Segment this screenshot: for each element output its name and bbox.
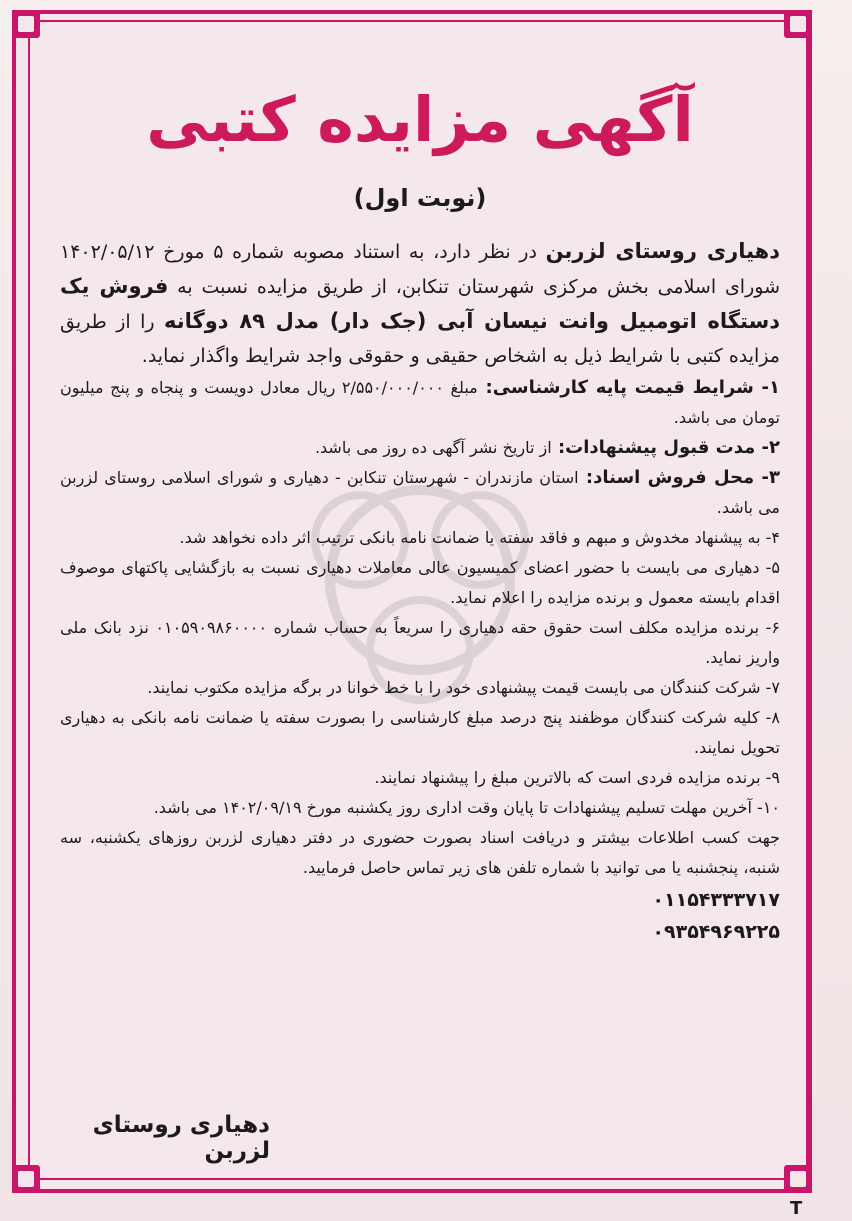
phone-number: ۰۱۱۵۴۳۳۳۷۱۷ <box>652 889 780 911</box>
condition-item <box>60 463 780 523</box>
frame-corner <box>12 1165 40 1193</box>
condition-item <box>60 673 780 703</box>
condition-text: ۶- برنده مزایده مکلف است حقوق حقه دهیاری را سریعاً به حساب شماره ۰۱۰۵۹۰۹۸۶۰۰۰۰ نزد بانک ملی واریز نماید. <box>60 618 781 667</box>
contact-info: جهت کسب اطلاعات بیشتر و دریافت اسناد بصورت حضوری در دفتر دهیاری لزربن روزهای یکشنبه، سه شنبه، پنجشنبه یا می توانید با شماره تلفن های زیر تماس حاصل فرمایید. <box>60 828 780 877</box>
frame-corner <box>784 1165 812 1193</box>
signature: دهیاری روستای لزربن <box>92 1112 270 1164</box>
condition-text: ۷- شرکت کنندگان می بایست قیمت پیشنهادی خود را با خط خوانا در برگه مزایده مکتوب نمایند. <box>147 678 780 697</box>
condition-item <box>60 373 780 433</box>
intro-text-1: در نظر دارد، به استناد مصوبه شماره ۵ مورخ ۱۴۰۲/۰۵/۱۲ شورای اسلامی بخش مرکزی شهرستان تنکابن، از طریق مزایده نسبت به <box>60 241 780 298</box>
frame-corner <box>784 10 812 38</box>
notice-body <box>60 70 780 947</box>
page-marker-icon: T <box>790 1198 803 1219</box>
condition-label: ۱- شرایط قیمت پایه کارشناسی: <box>477 377 780 398</box>
intro-text-2: را از طریق مزایده کتبی با شرایط ذیل به اشخاص حقیقی و حقوقی واجد شرایط واگذار نماید. <box>60 311 780 367</box>
condition-text: مبلغ ۲/۵۵۰/۰۰۰/۰۰۰ ریال معادل دویست و پنجاه و پنج میلیون تومان می باشد. <box>60 378 780 427</box>
condition-item <box>60 763 780 793</box>
auction-subject: فروش یک دستگاه اتومبیل وانت نیسان آبی (جک دار) مدل ۸۹ دوگانه <box>60 274 780 333</box>
condition-item <box>60 703 780 763</box>
condition-item <box>60 793 780 823</box>
condition-label: ۲- مدت قبول پیشنهادات: <box>551 437 780 458</box>
frame-corner <box>12 10 40 38</box>
notice-round: (نوبت اول) <box>353 184 487 212</box>
condition-item <box>60 523 780 553</box>
notice-title: آگهی مزایده کتبی <box>146 83 694 156</box>
condition-item <box>60 613 780 673</box>
condition-text: ۸- کلیه شرکت کنندگان موظفند پنج درصد مبلغ کارشناسی را بصورت سفته یا ضمانت نامه بانکی به دهیاری تحویل نمایند. <box>60 708 780 757</box>
org-name: دهیاری روستای لزربن <box>545 239 781 263</box>
condition-item <box>60 553 780 613</box>
condition-text: ۱۰- آخرین مهلت تسلیم پیشنهادات تا پایان وقت اداری روز یکشنبه مورخ ۱۴۰۲/۰۹/۱۹ می باشد. <box>153 798 780 817</box>
condition-text: ۹- برنده مزایده فردی است که بالاترین مبلغ را پیشنهاد نمایند. <box>374 768 780 787</box>
condition-label: ۳- محل فروش اسناد: <box>578 467 780 488</box>
condition-text: از تاریخ نشر آگهی ده روز می باشد. <box>314 438 552 457</box>
condition-text: ۵- دهیاری می بایست با حضور اعضای کمیسیون عالی معاملات دهیاری نسبت به بازگشایی پاکتهای موصوف اقدام بایسته معمول و برنده مزایده را اعلام نماید. <box>60 558 780 607</box>
condition-text: ۴- به پیشنهاد مخدوش و مبهم و فاقد سفته یا ضمانت نامه بانکی ترتیب اثر داده نخواهد شد. <box>179 528 780 547</box>
condition-text: استان مازندران - شهرستان تنکابن - دهیاری و شورای اسلامی روستای لزربن می باشد. <box>60 468 780 517</box>
condition-item <box>60 433 780 463</box>
notice-intro <box>60 234 780 373</box>
phone-number: ۰۹۳۵۴۹۶۹۲۲۵ <box>652 921 780 943</box>
